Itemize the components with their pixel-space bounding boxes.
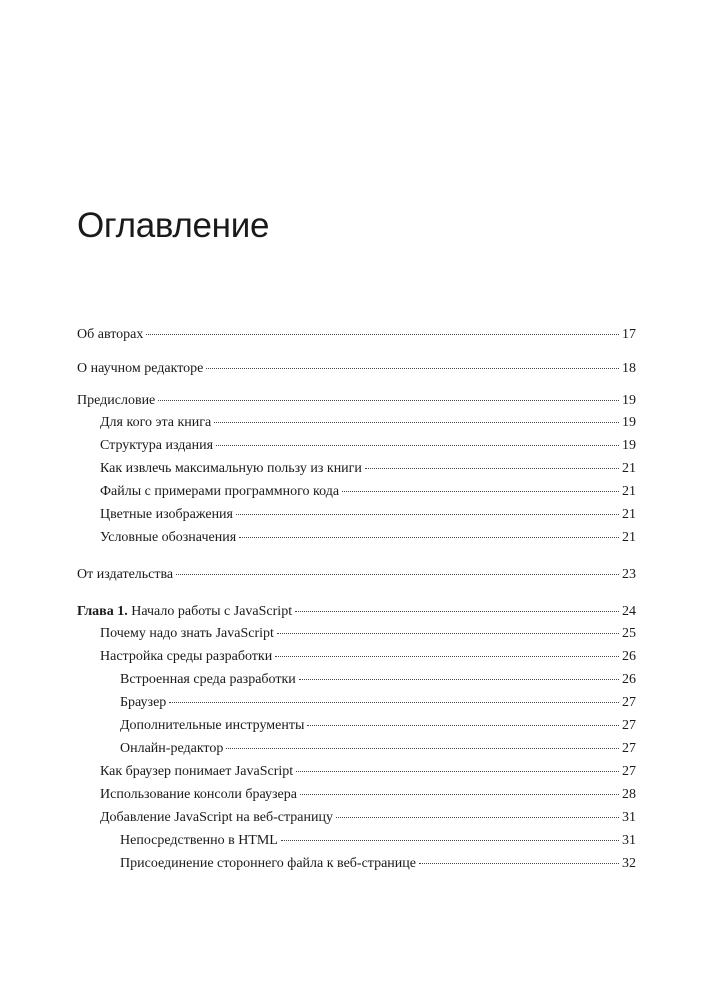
dot-leader (296, 771, 619, 772)
dot-leader (342, 491, 619, 492)
toc-entry-browser-understands-js[interactable] (100, 764, 636, 784)
toc-page-number: 25 (622, 626, 636, 641)
toc-entry-title: Как браузер понимает JavaScript (100, 764, 294, 779)
dot-leader (295, 611, 619, 612)
toc-entry-title: Настройка среды разработки (100, 649, 273, 664)
toc-entry-code-files[interactable] (100, 484, 636, 504)
toc-entry-title (77, 604, 292, 620)
toc-entry-why-js[interactable] (100, 626, 636, 646)
toc-entry-title: Добавление JavaScript на веб-страницу (100, 810, 333, 825)
dot-leader (365, 468, 619, 469)
toc-entry-title: Для кого эта книга (100, 415, 212, 430)
toc-entry-max-benefit[interactable] (100, 461, 636, 481)
toc-entry-conventions[interactable] (100, 530, 636, 550)
toc-entry-about-authors[interactable] (77, 327, 636, 347)
dot-leader (214, 422, 619, 423)
dot-leader (146, 334, 619, 335)
toc-entry-title: Использование консоли браузера (100, 787, 297, 802)
toc-entry-title: Цветные изображения (100, 507, 233, 522)
toc-entry-title: Непосредственно в HTML (120, 833, 278, 848)
dot-leader (300, 794, 619, 795)
dot-leader (176, 574, 619, 575)
toc-entry-preface[interactable] (77, 393, 636, 413)
toc-entry-title: Предисловие (77, 393, 156, 408)
dot-leader (216, 445, 619, 446)
page-title: Оглавление (77, 206, 270, 245)
toc-entry-dev-env-setup[interactable] (100, 649, 636, 669)
dot-leader (206, 368, 619, 369)
chapter-title: Начало работы с JavaScript (127, 604, 293, 619)
toc-page-number: 19 (622, 393, 636, 408)
toc-entry-structure[interactable] (100, 438, 636, 458)
toc-page-number: 27 (622, 695, 636, 710)
dot-leader (275, 656, 619, 657)
toc-page-number: 27 (622, 764, 636, 779)
toc-entry-extra-tools[interactable] (120, 718, 636, 738)
toc-page-number: 27 (622, 741, 636, 756)
toc-page-number: 19 (622, 415, 636, 430)
toc-entry-title: Об авторах (77, 327, 144, 342)
toc-entry-title: Структура издания (100, 438, 214, 453)
dot-leader (307, 725, 619, 726)
toc-page-number: 27 (622, 718, 636, 733)
toc-page-number: 23 (622, 567, 636, 582)
dot-leader (169, 702, 619, 703)
toc-page-number: 24 (622, 604, 636, 619)
toc-entry-title: Как извлечь максимальную пользу из книги (100, 461, 362, 476)
toc-entry-title: Присоединение стороннего файла к веб-странице (120, 856, 416, 871)
toc-page-number: 17 (622, 327, 636, 342)
dot-leader (299, 679, 619, 680)
dot-leader (158, 400, 619, 401)
toc-entry-title: Файлы с примерами программного кода (100, 484, 340, 499)
toc-entry-title: Условные обозначения (100, 530, 237, 545)
chapter-number: Глава 1. (77, 604, 128, 619)
toc-entry-title: Дополнительные инструменты (120, 718, 305, 733)
dot-leader (239, 537, 619, 538)
toc-page-number: 31 (622, 810, 636, 825)
toc-entry-title: О научном редакторе (77, 361, 204, 376)
toc-page-number: 32 (622, 856, 636, 871)
toc-entry-browser[interactable] (120, 695, 636, 715)
toc-entry-title: От издательства (77, 567, 174, 582)
toc-page-number: 26 (622, 672, 636, 687)
toc-entry-title: Почему надо знать JavaScript (100, 626, 274, 641)
dot-leader (236, 514, 619, 515)
toc-entry-title: Встроенная среда разработки (120, 672, 296, 687)
toc-entry-online-editor[interactable] (120, 741, 636, 761)
dot-leader (419, 863, 619, 864)
toc-entry-external-file[interactable] (120, 856, 636, 876)
toc-page-number: 21 (622, 530, 636, 545)
toc-page-number: 21 (622, 507, 636, 522)
toc-entry-builtin-ide[interactable] (120, 672, 636, 692)
toc-entry-browser-console[interactable] (100, 787, 636, 807)
toc-entry-scientific-editor[interactable] (77, 361, 636, 381)
toc-page-number: 28 (622, 787, 636, 802)
toc-page-number: 21 (622, 461, 636, 476)
toc-entry-directly-in-html[interactable] (120, 833, 636, 853)
toc-entry-from-publisher[interactable] (77, 567, 636, 587)
dot-leader (336, 817, 619, 818)
toc-entry-audience[interactable] (100, 415, 636, 435)
toc-page-number: 31 (622, 833, 636, 848)
toc-page-number: 19 (622, 438, 636, 453)
toc-entry-title: Браузер (120, 695, 167, 710)
toc-page-number: 18 (622, 361, 636, 376)
toc-entry-title: Онлайн-редактор (120, 741, 224, 756)
dot-leader (226, 748, 619, 749)
dot-leader (281, 840, 619, 841)
dot-leader (277, 633, 619, 634)
toc-page-number: 21 (622, 484, 636, 499)
toc-entry-chapter-1[interactable] (77, 604, 636, 624)
toc-page-number: 26 (622, 649, 636, 664)
toc-entry-add-js-to-page[interactable] (100, 810, 636, 830)
toc-entry-color-images[interactable] (100, 507, 636, 527)
